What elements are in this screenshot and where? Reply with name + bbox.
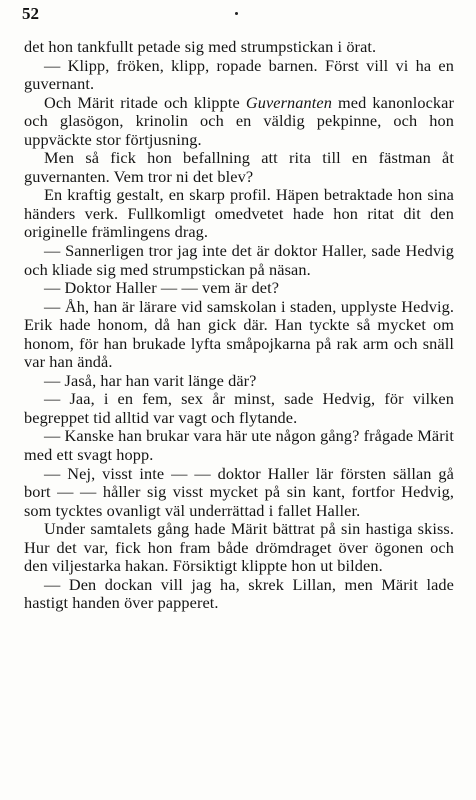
paragraph-3: [24, 94, 454, 150]
paragraph-7: — Doktor Haller — — vem är det?: [44, 278, 280, 298]
paragraph-12: — Nej, visst inte — — doktor Haller lär försten sällan gå bort — — håller sig visst mycket på sin kant, fortfor Hedvig, som tycktes ovanligt väl underrättad i fallet Haller.: [24, 463, 454, 520]
paragraph-10: — Jaa, i en fem, sex år minst, sade Hedvig, för vilken begreppet tid alltid var vagt och flytande.: [24, 389, 454, 427]
print-speck: [235, 12, 238, 15]
paragraph-3-pre: Och Märit ritade och klippte: [44, 92, 246, 112]
paragraph-5: En kraftig gestalt, en skarp profil. Häpen betraktade hon sina händers verk. Fullkomligt omedvetet hade hon ritat dit den originelle främlingens drag.: [24, 185, 454, 242]
page-number: 52: [22, 4, 39, 23]
paragraph-2: — Klipp, fröken, klipp, ropade barnen. Först vill vi ha en guvernant.: [24, 55, 454, 94]
emphasized-title: Guvernanten: [245, 92, 332, 112]
paragraph-9: — Jaså, har han varit länge där?: [44, 370, 257, 390]
paragraph-11: — Kanske han brukar vara här ute någon gång? frågade Märit med ett svagt hopp.: [24, 426, 454, 465]
paragraph-1: det hon tankfullt petade sig med strumpstickan i örat.: [24, 37, 377, 56]
paragraph-4: Men så fick hon befallning att rita till en fästman åt guvernanten. Vem tror ni det blev?: [24, 148, 454, 186]
paragraph-13: Under samtalets gång hade Märit bättrat på sin hastiga skiss. Hur det var, fick hon fram både drömdraget över ögonen och den viljestarka hakan. Försiktigt klippte hon ut bilden.: [24, 519, 454, 576]
paragraph-14: — Den dockan vill jag ha, skrek Lillan, men Märit lade hastigt handen över papperet.: [24, 574, 454, 613]
paragraph-6: — Sannerligen tror jag inte det är doktor Haller, sade Hedvig och kliade sig med strumpstickan på näsan.: [24, 241, 454, 279]
paragraph-8: — Åh, han är lärare vid samskolan i staden, upplyste Hedvig. Erik hade honom, då han gick där. Han tyckte så mycket om honom, för han brukade lyfta småpojkarna på rak arm och snäll var han ändå.: [24, 296, 454, 372]
paragraph-3-post: med kanonlockar och glasögon, krinolin och en väldig pekpinne, och hon uppväckte stor förtjusning.: [24, 92, 454, 149]
body-text: [24, 38, 454, 613]
